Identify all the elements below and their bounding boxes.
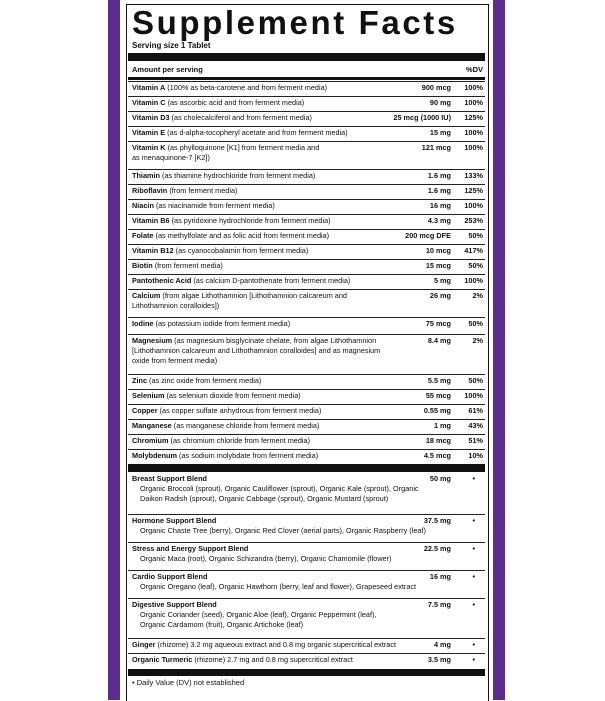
nutrient-dv: 100% [464, 391, 483, 400]
nutrient-desc: (as methylfolate and as folic acid from ferment media) [155, 231, 330, 240]
blend-dv: • [472, 572, 475, 581]
nutrient-dv: 50% [468, 376, 483, 385]
nutrient-name: Niacin [132, 201, 154, 210]
nutrient-dv: 125% [464, 113, 483, 122]
nutrient-amount: 75 mcg [425, 319, 451, 328]
nutrient-desc: (as chromium chloride from ferment media) [170, 436, 311, 445]
blend-amount: 4 mg [433, 640, 451, 649]
nutrient-name: Molybdenum [132, 451, 177, 460]
nutrient-row [128, 96, 485, 111]
nutrient-dv: 2% [472, 336, 483, 345]
nutrient-row [128, 244, 485, 259]
blend-amount: 7.5 mg [427, 600, 451, 609]
nutrient-dv: 100% [464, 143, 483, 152]
nutrient-amount: 4.5 mcg [423, 451, 451, 460]
nutrient-amount: 1.6 mg [427, 171, 451, 180]
blend-row [128, 514, 485, 542]
nutrient-dv: 43% [468, 421, 483, 430]
nutrient-desc: (as thiamine hydrochloride from ferment media) [162, 171, 316, 180]
nutrient-desc: (as phylloquinone [K1] from ferment media and as menaquinone-7 [K2]) [132, 143, 320, 162]
nutrient-desc: (from ferment media) [169, 186, 238, 195]
blend-detail: Organic Chaste Tree (berry), Organic Red Clover (aerial parts), Organic Raspberry (leaf) [140, 526, 426, 535]
nutrient-amount: 121 mcg [421, 143, 451, 152]
nutrient-desc: (as potassium iodide from ferment media) [155, 319, 291, 328]
dv-header: %DV [465, 65, 483, 74]
nutrient-name: Vitamin D3 [132, 113, 170, 122]
nutrient-dv: 100% [464, 201, 483, 210]
nutrient-row [128, 81, 485, 96]
nutrient-amount: 16 mg [429, 201, 451, 210]
nutrient-row [128, 374, 485, 389]
nutrient-amount: 1 mg [433, 421, 451, 430]
blend-name: Digestive Support Blend [132, 600, 217, 609]
footnote: • Daily Value (DV) not established [132, 678, 245, 687]
nutrient-name: Vitamin K [132, 143, 166, 152]
nutrient-row [128, 389, 485, 404]
blend-amount: 50 mg [429, 474, 451, 483]
thick-rule-middle [128, 464, 485, 472]
nutrient-desc: (from ferment media) [154, 261, 223, 270]
blend-amount: 16 mg [429, 572, 451, 581]
nutrient-dv: 100% [464, 276, 483, 285]
blend-row [128, 570, 485, 598]
nutrient-row [128, 289, 485, 317]
nutrient-amount: 25 mcg (1000 IU) [393, 113, 451, 122]
nutrient-name: Selenium [132, 391, 165, 400]
facts-title: Supplement Facts [132, 4, 458, 41]
nutrient-row [128, 229, 485, 244]
blend-row [128, 473, 485, 514]
blend-amount: 37.5 mg [423, 516, 451, 525]
nutrient-row [128, 434, 485, 449]
nutrient-name: Folate [132, 231, 154, 240]
nutrient-name: Manganese [132, 421, 172, 430]
blend-name: Breast Support Blend [132, 474, 208, 483]
blend-detail: Organic Oregano (leaf), Organic Hawthorn (berry, leaf and flower), Grapeseed extract [140, 582, 417, 591]
nutrient-amount: 18 mcg [425, 436, 451, 445]
nutrient-amount: 0.55 mg [423, 406, 451, 415]
nutrient-row [128, 334, 485, 374]
blend-dv: • [472, 640, 475, 649]
blend-detail: Organic Broccoli (sprout), Organic Cauliflower (sprout), Organic Kale (sprout), Organic Daikon Radish (sprout), Organic Cabbage (sprout), Organic Mustard (sprout) [140, 484, 419, 503]
nutrient-row [128, 449, 485, 464]
nutrient-desc: (as ascorbic acid and from ferment media) [167, 98, 305, 107]
nutrient-desc: (as niacinamide from ferment media) [155, 201, 275, 210]
nutrient-row [128, 126, 485, 141]
blend-name: Stress and Energy Support Blend [132, 544, 249, 553]
blend-detail: (rhizome) 3.2 mg aqueous extract and 0.8 mg organic supercritical extract [157, 640, 397, 649]
blend-dv: • [472, 600, 475, 609]
nutrient-desc: (as zinc oxide from ferment media) [149, 376, 262, 385]
nutrient-name: Vitamin B6 [132, 216, 170, 225]
nutrient-dv: 100% [464, 128, 483, 137]
blend-row [128, 598, 485, 638]
nutrient-name: Vitamin B12 [132, 246, 174, 255]
nutrient-name: Thiamin [132, 171, 160, 180]
nutrient-dv: 100% [464, 98, 483, 107]
nutrient-amount: 15 mcg [425, 261, 451, 270]
nutrient-dv: 417% [464, 246, 483, 255]
nutrient-row [128, 141, 485, 169]
nutrient-name: Pantothenic Acid [132, 276, 192, 285]
nutrient-dv: 10% [468, 451, 483, 460]
nutrient-name: Riboflavin [132, 186, 168, 195]
nutrient-dv: 253% [464, 216, 483, 225]
nutrient-row [128, 199, 485, 214]
nutrient-desc: (as pyridoxine hydrochloride from ferment media) [171, 216, 331, 225]
blend-name: Cardio Support Blend [132, 572, 208, 581]
nutrient-dv: 2% [472, 291, 483, 300]
nutrient-name: Vitamin E [132, 128, 166, 137]
nutrient-dv: 61% [468, 406, 483, 415]
nutrient-name: Biotin [132, 261, 153, 270]
blend-dv: • [472, 544, 475, 553]
nutrient-row [128, 184, 485, 199]
thick-rule-top [128, 53, 485, 61]
nutrient-amount: 4.3 mg [427, 216, 451, 225]
blend-dv: • [472, 474, 475, 483]
nutrient-name: Copper [132, 406, 158, 415]
nutrient-name: Calcium [132, 291, 161, 300]
nutrient-dv: 50% [468, 319, 483, 328]
nutrient-dv: 50% [468, 231, 483, 240]
nutrient-name: Magnesium [132, 336, 173, 345]
nutrient-amount: 1.6 mg [427, 186, 451, 195]
thick-rule-bottom [128, 669, 485, 676]
nutrient-name: Vitamin C [132, 98, 166, 107]
nutrient-desc: (as sodium molybdate from ferment media) [179, 451, 319, 460]
nutrient-amount: 15 mg [429, 128, 451, 137]
nutrient-amount: 90 mg [429, 98, 451, 107]
nutrient-amount: 5 mg [433, 276, 451, 285]
blend-amount: 3.5 mg [427, 655, 451, 664]
nutrient-dv: 51% [468, 436, 483, 445]
blend-name: Hormone Support Blend [132, 516, 217, 525]
nutrient-row [128, 259, 485, 274]
blend-amount: 22.5 mg [423, 544, 451, 553]
nutrient-desc: (100% as beta-carotene and from ferment media) [167, 83, 328, 92]
column-header [132, 64, 483, 76]
nutrient-row [128, 419, 485, 434]
nutrient-amount: 200 mcg DFE [405, 231, 451, 240]
blend-dv: • [472, 655, 475, 664]
serving-size: Serving size 1 Tablet [132, 41, 211, 50]
medium-rule [128, 77, 485, 80]
nutrient-desc: (from algae Lithothamnion [Lithothamnion calcareum and Lithothamnion coralloides]) [132, 291, 347, 310]
nutrient-row [128, 214, 485, 229]
blend-row [128, 542, 485, 570]
nutrient-desc: (as selenium dioxide from ferment media) [166, 391, 301, 400]
blend-dv: • [472, 516, 475, 525]
blend-detail: (rhizome) 2.7 mg and 0.8 mg supercritical extract [194, 655, 353, 664]
nutrient-desc: (as magnesium bisglycinate chelate, from algae Lithothamnion [Lithothamnion calcareum and Lithothamnion coralloides] and as magnesium oxide from ferment media) [132, 336, 381, 365]
nutrient-name: Chromium [132, 436, 169, 445]
nutrient-amount: 55 mcg [425, 391, 451, 400]
blend-name: Organic Turmeric [132, 655, 193, 664]
nutrient-name: Zinc [132, 376, 147, 385]
nutrient-desc: (as d-alpha-tocopheryl acetate and from ferment media) [167, 128, 348, 137]
nutrient-desc: (as manganese chloride from ferment media) [173, 421, 320, 430]
blend-row [128, 653, 485, 668]
nutrient-row [128, 317, 485, 334]
blend-detail: Organic Maca (root), Organic Schizandra (berry), Organic Chamomile (flower) [140, 554, 392, 563]
nutrient-dv: 50% [468, 261, 483, 270]
nutrient-dv: 100% [464, 83, 483, 92]
nutrient-dv: 133% [464, 171, 483, 180]
nutrient-name: Iodine [132, 319, 154, 328]
nutrient-desc: (as calcium D-pantothenate from ferment media) [193, 276, 351, 285]
blend-row [128, 638, 485, 653]
nutrient-desc: (as cholecalciferol and from ferment media) [171, 113, 312, 122]
nutrient-row [128, 111, 485, 126]
nutrient-amount: 10 mcg [425, 246, 451, 255]
nutrient-desc: (as cyanocobalamin from ferment media) [175, 246, 309, 255]
amount-header: Amount per serving [132, 65, 203, 74]
nutrient-amount: 26 mg [429, 291, 451, 300]
nutrient-row [128, 404, 485, 419]
nutrient-dv: 125% [464, 186, 483, 195]
nutrient-name: Vitamin A [132, 83, 166, 92]
blend-name: Ginger [132, 640, 156, 649]
nutrient-amount: 900 mcg [421, 83, 451, 92]
nutrient-amount: 8.4 mg [427, 336, 451, 345]
nutrient-amount: 5.5 mg [427, 376, 451, 385]
nutrient-row [128, 169, 485, 184]
nutrient-desc: (as copper sulfate anhydrous from ferment media) [159, 406, 322, 415]
nutrient-row [128, 274, 485, 289]
blend-detail: Organic Coriander (seed), Organic Aloe (leaf), Organic Peppermint (leaf), Organic Cardamom (fruit), Organic Artichoke (leaf) [140, 610, 377, 629]
